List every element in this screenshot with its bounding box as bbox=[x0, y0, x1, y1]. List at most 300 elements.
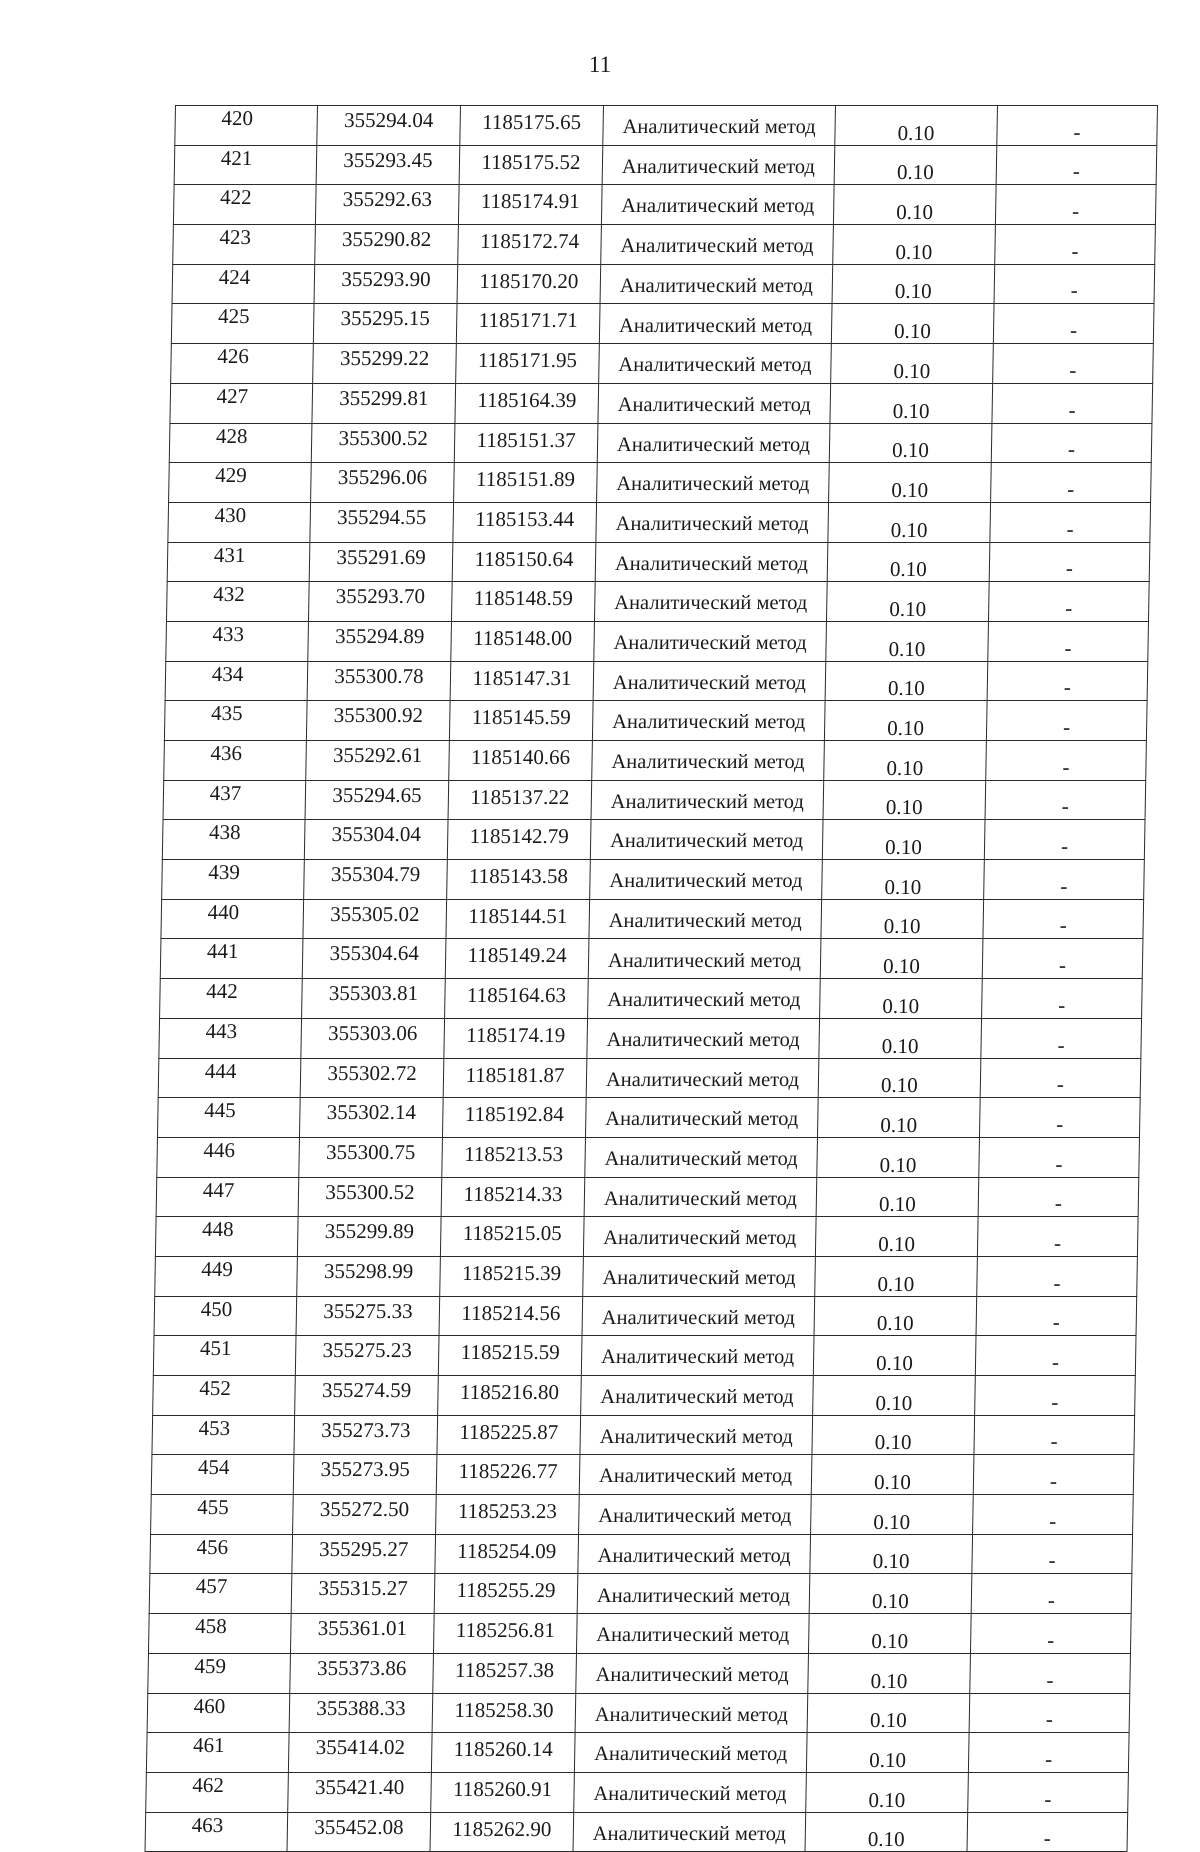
point-number-cell: 420 bbox=[175, 106, 318, 146]
point-number-cell: 453 bbox=[152, 1415, 295, 1455]
point-number-cell: 435 bbox=[164, 701, 307, 741]
point-number-cell: 444 bbox=[158, 1058, 301, 1098]
table-row bbox=[153, 1376, 1136, 1416]
point-number-cell: 452 bbox=[153, 1376, 296, 1416]
note-cell: - bbox=[987, 661, 1148, 701]
point-number-cell: 446 bbox=[157, 1137, 300, 1177]
note-cell: - bbox=[979, 1098, 1140, 1138]
y-coordinate-cell: 1185151.89 bbox=[454, 463, 598, 503]
x-coordinate-cell: 355300.75 bbox=[299, 1137, 443, 1177]
x-coordinate-cell: 355302.14 bbox=[299, 1098, 443, 1138]
table-row bbox=[168, 502, 1151, 542]
note-cell: - bbox=[968, 1733, 1129, 1773]
table-row bbox=[145, 1812, 1128, 1852]
note-cell: - bbox=[979, 1137, 1140, 1177]
y-coordinate-cell: 1185164.63 bbox=[445, 979, 589, 1019]
method-cell: Аналитический метод bbox=[574, 1733, 807, 1773]
method-cell: Аналитический метод bbox=[574, 1772, 807, 1812]
point-number-cell: 432 bbox=[166, 582, 309, 622]
note-cell: - bbox=[991, 423, 1152, 463]
method-cell: Аналитический метод bbox=[588, 939, 821, 979]
accuracy-cell: 0.10 bbox=[824, 701, 987, 741]
accuracy-cell: 0.10 bbox=[820, 939, 983, 979]
y-coordinate-cell: 1185253.23 bbox=[436, 1495, 580, 1535]
y-coordinate-cell: 1185174.19 bbox=[444, 1018, 588, 1058]
point-number-cell: 460 bbox=[147, 1693, 290, 1733]
method-cell: Аналитический метод bbox=[576, 1653, 809, 1693]
point-number-cell: 458 bbox=[148, 1614, 291, 1654]
y-coordinate-cell: 1185225.87 bbox=[437, 1415, 581, 1455]
x-coordinate-cell: 355303.06 bbox=[301, 1018, 445, 1058]
accuracy-cell: 0.10 bbox=[835, 106, 998, 146]
y-coordinate-cell: 1185215.59 bbox=[438, 1336, 582, 1376]
table-row bbox=[166, 582, 1149, 622]
method-cell: Аналитический метод bbox=[596, 502, 829, 542]
accuracy-cell: 0.10 bbox=[822, 820, 985, 860]
accuracy-cell: 0.10 bbox=[830, 383, 993, 423]
point-number-cell: 462 bbox=[146, 1772, 289, 1812]
y-coordinate-cell: 1185215.05 bbox=[440, 1217, 584, 1257]
x-coordinate-cell: 355295.15 bbox=[313, 304, 457, 344]
table-row bbox=[151, 1495, 1134, 1535]
accuracy-cell: 0.10 bbox=[825, 661, 988, 701]
note-cell: - bbox=[982, 939, 1143, 979]
table-row bbox=[160, 939, 1143, 979]
method-cell: Аналитический метод bbox=[585, 1137, 818, 1177]
y-coordinate-cell: 1185148.00 bbox=[451, 621, 595, 661]
y-coordinate-cell: 1185181.87 bbox=[443, 1058, 587, 1098]
point-number-cell: 424 bbox=[172, 264, 315, 304]
note-cell: - bbox=[975, 1336, 1136, 1376]
table-row bbox=[155, 1256, 1138, 1296]
x-coordinate-cell: 355299.22 bbox=[313, 344, 457, 384]
y-coordinate-cell: 1185213.53 bbox=[442, 1137, 586, 1177]
accuracy-cell: 0.10 bbox=[817, 1137, 980, 1177]
point-number-cell: 426 bbox=[171, 344, 314, 384]
accuracy-cell: 0.10 bbox=[834, 145, 997, 185]
table-row bbox=[171, 304, 1154, 344]
accuracy-cell: 0.10 bbox=[806, 1772, 969, 1812]
point-number-cell: 449 bbox=[155, 1256, 298, 1296]
table-row bbox=[173, 225, 1156, 265]
accuracy-cell: 0.10 bbox=[808, 1614, 971, 1654]
note-cell: - bbox=[986, 741, 1147, 781]
point-number-cell: 440 bbox=[161, 899, 304, 939]
method-cell: Аналитический метод bbox=[587, 1018, 820, 1058]
y-coordinate-cell: 1185147.31 bbox=[450, 661, 594, 701]
x-coordinate-cell: 355275.33 bbox=[296, 1296, 440, 1336]
point-number-cell: 442 bbox=[160, 979, 303, 1019]
method-cell: Аналитический метод bbox=[590, 820, 823, 860]
accuracy-cell: 0.10 bbox=[828, 502, 991, 542]
table-row bbox=[148, 1614, 1131, 1654]
x-coordinate-cell: 355302.72 bbox=[300, 1058, 444, 1098]
note-cell: - bbox=[977, 1217, 1138, 1257]
method-cell: Аналитический метод bbox=[579, 1495, 812, 1535]
point-number-cell: 439 bbox=[162, 860, 305, 900]
x-coordinate-cell: 355303.81 bbox=[302, 979, 446, 1019]
x-coordinate-cell: 355388.33 bbox=[289, 1693, 433, 1733]
point-number-cell: 445 bbox=[157, 1098, 300, 1138]
x-coordinate-cell: 355300.78 bbox=[307, 661, 451, 701]
table-row bbox=[175, 106, 1158, 146]
y-coordinate-cell: 1185256.81 bbox=[433, 1614, 577, 1654]
y-coordinate-cell: 1185258.30 bbox=[432, 1693, 576, 1733]
note-cell: - bbox=[973, 1455, 1134, 1495]
x-coordinate-cell: 355292.61 bbox=[306, 741, 450, 781]
x-coordinate-cell: 355273.95 bbox=[293, 1455, 437, 1495]
x-coordinate-cell: 355293.70 bbox=[308, 582, 452, 622]
y-coordinate-cell: 1185137.22 bbox=[448, 780, 592, 820]
accuracy-cell: 0.10 bbox=[824, 741, 987, 781]
x-coordinate-cell: 355305.02 bbox=[303, 899, 447, 939]
y-coordinate-cell: 1185151.37 bbox=[454, 423, 598, 463]
y-coordinate-cell: 1185171.95 bbox=[456, 344, 600, 384]
x-coordinate-cell: 355299.81 bbox=[312, 383, 456, 423]
method-cell: Аналитический метод bbox=[578, 1534, 811, 1574]
x-coordinate-cell: 355294.65 bbox=[305, 780, 449, 820]
note-cell: - bbox=[970, 1653, 1131, 1693]
point-number-cell: 430 bbox=[168, 502, 311, 542]
note-cell: - bbox=[972, 1534, 1133, 1574]
x-coordinate-cell: 355452.08 bbox=[287, 1812, 431, 1852]
point-number-cell: 436 bbox=[164, 741, 307, 781]
table-row bbox=[153, 1336, 1136, 1376]
note-cell: - bbox=[980, 1058, 1141, 1098]
method-cell: Аналитический метод bbox=[594, 621, 827, 661]
note-cell: - bbox=[994, 264, 1155, 304]
y-coordinate-cell: 1185214.33 bbox=[441, 1177, 585, 1217]
note-cell: - bbox=[967, 1812, 1128, 1852]
accuracy-cell: 0.10 bbox=[815, 1217, 978, 1257]
method-cell: Аналитический метод bbox=[583, 1256, 816, 1296]
y-coordinate-cell: 1185214.56 bbox=[439, 1296, 583, 1336]
accuracy-cell: 0.10 bbox=[813, 1376, 976, 1416]
x-coordinate-cell: 355300.92 bbox=[306, 701, 450, 741]
method-cell: Аналитический метод bbox=[590, 860, 823, 900]
table-row bbox=[156, 1177, 1139, 1217]
note-cell: - bbox=[996, 145, 1157, 185]
point-number-cell: 451 bbox=[153, 1336, 296, 1376]
x-coordinate-cell: 355273.73 bbox=[294, 1415, 438, 1455]
table-row bbox=[162, 820, 1145, 860]
point-number-cell: 459 bbox=[148, 1653, 291, 1693]
method-cell: Аналитический метод bbox=[576, 1614, 809, 1654]
table-row bbox=[150, 1534, 1133, 1574]
note-cell: - bbox=[988, 621, 1149, 661]
point-number-cell: 427 bbox=[170, 383, 313, 423]
point-number-cell: 434 bbox=[165, 661, 308, 701]
method-cell: Аналитический метод bbox=[597, 463, 830, 503]
table-row bbox=[164, 701, 1147, 741]
method-cell: Аналитический метод bbox=[581, 1336, 814, 1376]
note-cell: - bbox=[990, 502, 1151, 542]
note-cell: - bbox=[988, 582, 1149, 622]
accuracy-cell: 0.10 bbox=[818, 1058, 981, 1098]
x-coordinate-cell: 355294.55 bbox=[310, 502, 454, 542]
point-number-cell: 425 bbox=[171, 304, 314, 344]
note-cell: - bbox=[975, 1376, 1136, 1416]
note-cell: - bbox=[973, 1495, 1134, 1535]
method-cell: Аналитический метод bbox=[599, 344, 832, 384]
method-cell: Аналитический метод bbox=[592, 741, 825, 781]
y-coordinate-cell: 1185170.20 bbox=[457, 264, 601, 304]
point-number-cell: 431 bbox=[167, 542, 310, 582]
point-number-cell: 433 bbox=[166, 621, 309, 661]
method-cell: Аналитический метод bbox=[601, 225, 834, 265]
accuracy-cell: 0.10 bbox=[813, 1336, 976, 1376]
table-row bbox=[148, 1653, 1131, 1693]
x-coordinate-cell: 355275.23 bbox=[295, 1336, 439, 1376]
accuracy-cell: 0.10 bbox=[809, 1574, 972, 1614]
y-coordinate-cell: 1185140.66 bbox=[449, 741, 593, 781]
accuracy-cell: 0.10 bbox=[829, 463, 992, 503]
accuracy-cell: 0.10 bbox=[826, 621, 989, 661]
point-number-cell: 447 bbox=[156, 1177, 299, 1217]
note-cell: - bbox=[974, 1415, 1135, 1455]
accuracy-cell: 0.10 bbox=[833, 185, 996, 225]
method-cell: Аналитический метод bbox=[603, 106, 836, 146]
y-coordinate-cell: 1185254.09 bbox=[435, 1534, 579, 1574]
table-row bbox=[146, 1772, 1129, 1812]
y-coordinate-cell: 1185171.71 bbox=[456, 304, 600, 344]
y-coordinate-cell: 1185260.14 bbox=[431, 1733, 575, 1773]
x-coordinate-cell: 355295.27 bbox=[292, 1534, 436, 1574]
point-number-cell: 457 bbox=[149, 1574, 292, 1614]
method-cell: Аналитический метод bbox=[601, 185, 834, 225]
method-cell: Аналитический метод bbox=[591, 780, 824, 820]
point-number-cell: 454 bbox=[151, 1455, 294, 1495]
table-row bbox=[172, 264, 1155, 304]
accuracy-cell: 0.10 bbox=[831, 304, 994, 344]
y-coordinate-cell: 1185192.84 bbox=[442, 1098, 586, 1138]
method-cell: Аналитический метод bbox=[581, 1376, 814, 1416]
table-row bbox=[158, 1058, 1141, 1098]
table-row bbox=[155, 1217, 1138, 1257]
x-coordinate-cell: 355299.89 bbox=[297, 1217, 441, 1257]
table-row bbox=[169, 423, 1152, 463]
table-row bbox=[162, 860, 1145, 900]
note-cell: - bbox=[993, 344, 1154, 384]
y-coordinate-cell: 1185150.64 bbox=[452, 542, 596, 582]
note-cell: - bbox=[971, 1574, 1132, 1614]
table-row bbox=[164, 741, 1147, 781]
method-cell: Аналитический метод bbox=[598, 383, 831, 423]
accuracy-cell: 0.10 bbox=[814, 1296, 977, 1336]
method-cell: Аналитический метод bbox=[579, 1455, 812, 1495]
accuracy-cell: 0.10 bbox=[811, 1455, 974, 1495]
accuracy-cell: 0.10 bbox=[829, 423, 992, 463]
method-cell: Аналитический метод bbox=[575, 1693, 808, 1733]
point-number-cell: 461 bbox=[146, 1733, 289, 1773]
method-cell: Аналитический метод bbox=[597, 423, 830, 463]
note-cell: - bbox=[986, 701, 1147, 741]
table-row bbox=[157, 1137, 1140, 1177]
table-row bbox=[161, 899, 1144, 939]
point-number-cell: 456 bbox=[150, 1534, 293, 1574]
table-row bbox=[167, 542, 1150, 582]
x-coordinate-cell: 355421.40 bbox=[288, 1772, 432, 1812]
x-coordinate-cell: 355298.99 bbox=[297, 1256, 441, 1296]
x-coordinate-cell: 355304.79 bbox=[304, 860, 448, 900]
point-number-cell: 448 bbox=[155, 1217, 298, 1257]
table-row bbox=[152, 1415, 1135, 1455]
y-coordinate-cell: 1185260.91 bbox=[431, 1772, 575, 1812]
table-row bbox=[147, 1693, 1130, 1733]
note-cell: - bbox=[978, 1177, 1139, 1217]
y-coordinate-cell: 1185149.24 bbox=[445, 939, 589, 979]
table-row bbox=[170, 383, 1153, 423]
table-row bbox=[166, 621, 1149, 661]
y-coordinate-cell: 1185175.52 bbox=[459, 145, 603, 185]
method-cell: Аналитический метод bbox=[586, 1058, 819, 1098]
x-coordinate-cell: 355414.02 bbox=[288, 1733, 432, 1773]
x-coordinate-cell: 355304.04 bbox=[304, 820, 448, 860]
x-coordinate-cell: 355291.69 bbox=[309, 542, 453, 582]
method-cell: Аналитический метод bbox=[602, 145, 835, 185]
x-coordinate-cell: 355296.06 bbox=[311, 463, 455, 503]
accuracy-cell: 0.10 bbox=[815, 1256, 978, 1296]
note-cell: - bbox=[968, 1772, 1129, 1812]
method-cell: Аналитический метод bbox=[600, 264, 833, 304]
accuracy-cell: 0.10 bbox=[822, 860, 985, 900]
accuracy-cell: 0.10 bbox=[807, 1693, 970, 1733]
y-coordinate-cell: 1185142.79 bbox=[447, 820, 591, 860]
point-number-cell: 423 bbox=[173, 225, 316, 265]
accuracy-cell: 0.10 bbox=[823, 780, 986, 820]
x-coordinate-cell: 355274.59 bbox=[295, 1376, 439, 1416]
note-cell: - bbox=[997, 106, 1158, 146]
x-coordinate-cell: 355290.82 bbox=[315, 225, 459, 265]
note-cell: - bbox=[977, 1256, 1138, 1296]
accuracy-cell: 0.10 bbox=[811, 1495, 974, 1535]
method-cell: Аналитический метод bbox=[595, 542, 828, 582]
accuracy-cell: 0.10 bbox=[810, 1534, 973, 1574]
x-coordinate-cell: 355373.86 bbox=[290, 1653, 434, 1693]
y-coordinate-cell: 1185145.59 bbox=[449, 701, 593, 741]
x-coordinate-cell: 355293.90 bbox=[314, 264, 458, 304]
method-cell: Аналитический метод bbox=[592, 701, 825, 741]
accuracy-cell: 0.10 bbox=[812, 1415, 975, 1455]
method-cell: Аналитический метод bbox=[577, 1574, 810, 1614]
method-cell: Аналитический метод bbox=[582, 1296, 815, 1336]
point-number-cell: 438 bbox=[162, 820, 305, 860]
accuracy-cell: 0.10 bbox=[820, 979, 983, 1019]
y-coordinate-cell: 1185164.39 bbox=[455, 383, 599, 423]
method-cell: Аналитический метод bbox=[583, 1217, 816, 1257]
y-coordinate-cell: 1185216.80 bbox=[438, 1376, 582, 1416]
table-row bbox=[159, 1018, 1142, 1058]
note-cell: - bbox=[995, 185, 1156, 225]
y-coordinate-cell: 1185144.51 bbox=[446, 899, 590, 939]
note-cell: - bbox=[969, 1693, 1130, 1733]
note-cell: - bbox=[984, 820, 1145, 860]
point-number-cell: 429 bbox=[169, 463, 312, 503]
method-cell: Аналитический метод bbox=[589, 899, 822, 939]
note-cell: - bbox=[985, 780, 1146, 820]
table-row bbox=[154, 1296, 1137, 1336]
accuracy-cell: 0.10 bbox=[821, 899, 984, 939]
table-row bbox=[163, 780, 1146, 820]
y-coordinate-cell: 1185148.59 bbox=[451, 582, 595, 622]
accuracy-cell: 0.10 bbox=[832, 264, 995, 304]
note-cell: - bbox=[976, 1296, 1137, 1336]
x-coordinate-cell: 355294.89 bbox=[308, 621, 452, 661]
y-coordinate-cell: 1185215.39 bbox=[440, 1256, 584, 1296]
method-cell: Аналитический метод bbox=[593, 661, 826, 701]
note-cell: - bbox=[995, 225, 1156, 265]
accuracy-cell: 0.10 bbox=[819, 1018, 982, 1058]
accuracy-cell: 0.10 bbox=[816, 1177, 979, 1217]
table-row bbox=[146, 1733, 1129, 1773]
y-coordinate-cell: 1185255.29 bbox=[434, 1574, 578, 1614]
y-coordinate-cell: 1185153.44 bbox=[453, 502, 597, 542]
point-number-cell: 428 bbox=[169, 423, 312, 463]
x-coordinate-cell: 355361.01 bbox=[290, 1614, 434, 1654]
accuracy-cell: 0.10 bbox=[808, 1653, 971, 1693]
coordinates-table bbox=[145, 105, 1158, 1852]
x-coordinate-cell: 355293.45 bbox=[316, 145, 460, 185]
method-cell: Аналитический метод bbox=[585, 1098, 818, 1138]
note-cell: - bbox=[992, 383, 1153, 423]
table-row bbox=[151, 1455, 1134, 1495]
table-row bbox=[171, 344, 1154, 384]
x-coordinate-cell: 355292.63 bbox=[315, 185, 459, 225]
note-cell: - bbox=[989, 542, 1150, 582]
method-cell: Аналитический метод bbox=[573, 1812, 806, 1852]
y-coordinate-cell: 1185175.65 bbox=[460, 106, 604, 146]
x-coordinate-cell: 355304.64 bbox=[302, 939, 446, 979]
method-cell: Аналитический метод bbox=[594, 582, 827, 622]
note-cell: - bbox=[970, 1614, 1131, 1654]
method-cell: Аналитический метод bbox=[599, 304, 832, 344]
x-coordinate-cell: 355300.52 bbox=[298, 1177, 442, 1217]
point-number-cell: 443 bbox=[159, 1018, 302, 1058]
accuracy-cell: 0.10 bbox=[805, 1812, 968, 1852]
note-cell: - bbox=[981, 1018, 1142, 1058]
accuracy-cell: 0.10 bbox=[806, 1733, 969, 1773]
note-cell: - bbox=[983, 899, 1144, 939]
point-number-cell: 441 bbox=[160, 939, 303, 979]
accuracy-cell: 0.10 bbox=[833, 225, 996, 265]
point-number-cell: 421 bbox=[174, 145, 317, 185]
x-coordinate-cell: 355294.04 bbox=[317, 106, 461, 146]
table-row bbox=[160, 979, 1143, 1019]
table-row bbox=[174, 145, 1157, 185]
y-coordinate-cell: 1185174.91 bbox=[458, 185, 602, 225]
point-number-cell: 422 bbox=[173, 185, 316, 225]
table-row bbox=[149, 1574, 1132, 1614]
x-coordinate-cell: 355315.27 bbox=[291, 1574, 435, 1614]
accuracy-cell: 0.10 bbox=[826, 582, 989, 622]
y-coordinate-cell: 1185262.90 bbox=[430, 1812, 574, 1852]
coordinates-table-body bbox=[145, 106, 1157, 1852]
y-coordinate-cell: 1185257.38 bbox=[433, 1653, 577, 1693]
accuracy-cell: 0.10 bbox=[831, 344, 994, 384]
table-row bbox=[165, 661, 1148, 701]
note-cell: - bbox=[991, 463, 1152, 503]
x-coordinate-cell: 355300.52 bbox=[311, 423, 455, 463]
table-row bbox=[157, 1098, 1140, 1138]
accuracy-cell: 0.10 bbox=[827, 542, 990, 582]
note-cell: - bbox=[993, 304, 1154, 344]
accuracy-cell: 0.10 bbox=[817, 1098, 980, 1138]
note-cell: - bbox=[984, 860, 1145, 900]
point-number-cell: 463 bbox=[145, 1812, 288, 1852]
method-cell: Аналитический метод bbox=[584, 1177, 817, 1217]
page-number: 11 bbox=[588, 52, 612, 77]
method-cell: Аналитический метод bbox=[580, 1415, 813, 1455]
